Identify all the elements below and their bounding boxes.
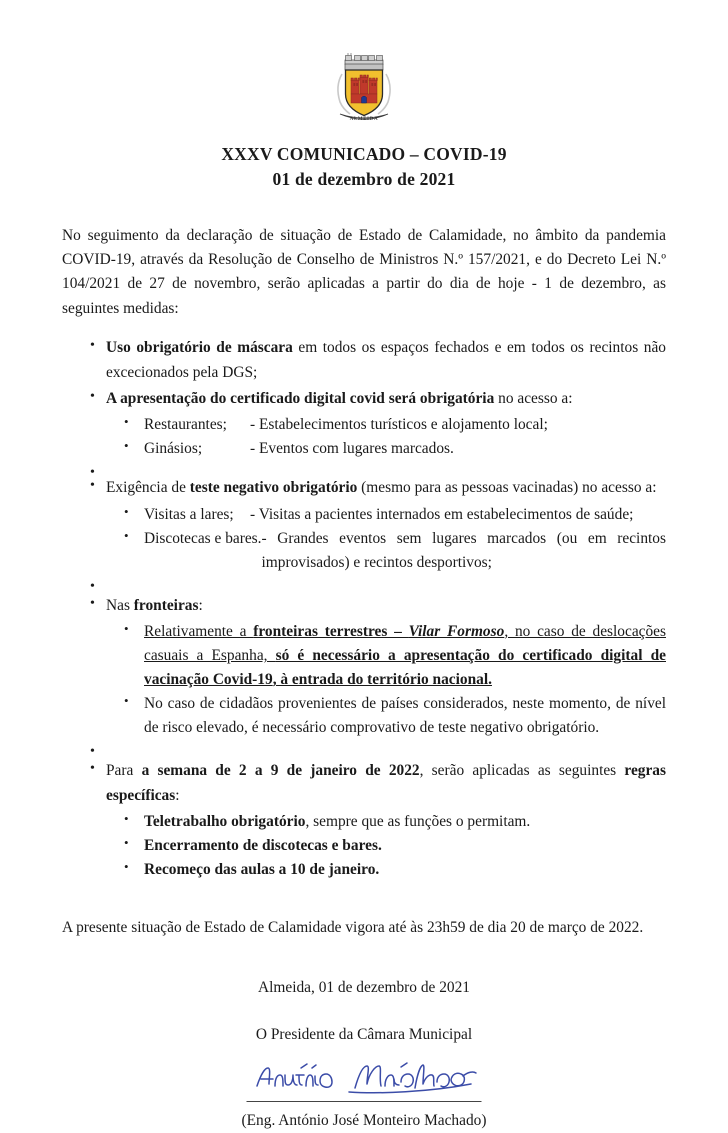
signature-place-date: Almeida, 01 de dezembro de 2021 <box>258 979 470 997</box>
sub-right: - Visitas a pacientes internados em estabelecimentos de saúde; <box>250 505 634 523</box>
january-bold2: regras específicas <box>106 762 666 804</box>
list-item <box>106 413 666 437</box>
sub-right: - Estabelecimentos turísticos e alojamento local; <box>250 416 548 434</box>
measure-mask-rest: em todos os espaços fechados e em todos os recintos não excecionados pela DGS; <box>106 339 666 381</box>
signature-graphic <box>62 1052 666 1108</box>
list-item <box>106 834 666 858</box>
certificate-sublist <box>106 413 666 461</box>
document-title: XXXV COMUNICADO – COVID-19 <box>221 144 507 164</box>
measure-negative-test <box>62 476 666 574</box>
sub-left: • Discotecas e bares. <box>144 529 262 547</box>
rule-bold: Teletrabalho obrigatório <box>144 813 306 830</box>
january-post: : <box>175 786 180 804</box>
sub-right: - Eventos com lugares marcados. <box>250 440 454 458</box>
intro-paragraph: No seguimento da declaração de situação de Estado de Calamidade, no âmbito da pandemia COVID-19, através da Resolução de Conselho de Ministros N.º 157/2021, e do Decreto Lei N.º 104/2021 de 27 de novembro, serão aplicadas a partir do dia de hoje - 1 de dezembro, as seguintes medidas: <box>62 226 666 317</box>
seg6: , à entrada do território nacional. <box>272 671 492 689</box>
seg2: fronteiras terrestres – <box>253 623 409 641</box>
borders-bold: fronteiras <box>133 596 199 614</box>
measure-mask-bold: Uso obrigatório de máscara <box>106 339 293 357</box>
list-item <box>106 810 666 834</box>
handwritten-signature-icon <box>249 1052 479 1096</box>
crest-banner-text: ALMEIDA <box>349 116 379 123</box>
measures-list <box>62 336 666 882</box>
title-block <box>62 142 666 192</box>
signature-block <box>62 976 666 1133</box>
spacer <box>62 463 666 474</box>
measure-certificate <box>62 387 666 461</box>
list-item-border-rule <box>106 620 666 692</box>
seg4: , no caso de deslocações casuais a Espanha, <box>144 623 666 665</box>
document-date: 01 de dezembro de 2021 <box>272 168 456 189</box>
list-item <box>106 858 666 882</box>
january-mid: , serão aplicadas as seguintes <box>419 762 625 780</box>
seg5: só é necessário a apresentação do certificado digital de vacinação Covid-19 <box>144 647 666 689</box>
closing-paragraph: A presente situação de Estado de Calamidade vigora até às 23h59 de dia 20 de março de 2022. <box>62 919 644 937</box>
signature-name: (Eng. António José Monteiro Machado) <box>241 1111 487 1129</box>
january-pre: Para <box>106 762 142 780</box>
negative-test-sublist <box>106 503 666 575</box>
signature-role: O Presidente da Câmara Municipal <box>255 1026 473 1044</box>
list-item <box>106 527 666 575</box>
measure-mask <box>62 336 666 385</box>
spacer <box>62 577 666 592</box>
negative-test-post: (mesmo para as pessoas vacinadas) no acesso a: <box>357 479 657 497</box>
rule-rest: , sempre que as funções o permitam. <box>305 813 531 830</box>
negative-test-pre: Exigência de <box>106 479 190 497</box>
almeida-coat-of-arms-icon <box>330 52 398 124</box>
seg3: Vilar Formoso <box>408 623 505 641</box>
signature-line <box>247 1101 482 1102</box>
borders-sub2: No caso de cidadãos provenientes de países considerados, neste momento, de nível de risco elevado, é necessário comprovativo de teste negativo obrigatório. <box>144 695 666 737</box>
rule-bold: Encerramento de discotecas e bares. <box>144 837 382 855</box>
borders-sublist <box>106 620 666 740</box>
measure-borders <box>62 594 666 740</box>
borders-pre: Nas <box>106 596 134 614</box>
border-rule-underlined <box>144 623 666 688</box>
crest-container <box>62 0 666 124</box>
sub-right: - Grandes eventos sem lugares marcados (ou em recintos improvisados) e recintos desportivos; <box>261 529 666 571</box>
seg1: Relativamente a <box>144 623 254 641</box>
rule-bold: Recomeço das aulas a 10 de janeiro. <box>144 861 380 879</box>
measure-certificate-rest: no acesso a: <box>494 390 573 408</box>
sub-left: • Visitas a lares; <box>144 505 234 523</box>
measure-january-week <box>62 759 666 882</box>
january-rules-sublist <box>106 810 666 882</box>
spacer <box>62 742 666 757</box>
list-item <box>106 437 666 461</box>
sub-left: • Restaurantes; <box>144 416 227 434</box>
negative-test-bold: teste negativo obrigatório <box>189 479 358 497</box>
borders-post: : <box>198 596 203 614</box>
list-item <box>106 503 666 527</box>
measure-certificate-bold: A apresentação do certificado digital covid será obrigatória <box>106 390 495 408</box>
list-item <box>106 692 666 740</box>
january-bold1: a semana de 2 a 9 de janeiro de 2022 <box>141 762 420 780</box>
sub-left: • Ginásios; <box>144 440 203 458</box>
